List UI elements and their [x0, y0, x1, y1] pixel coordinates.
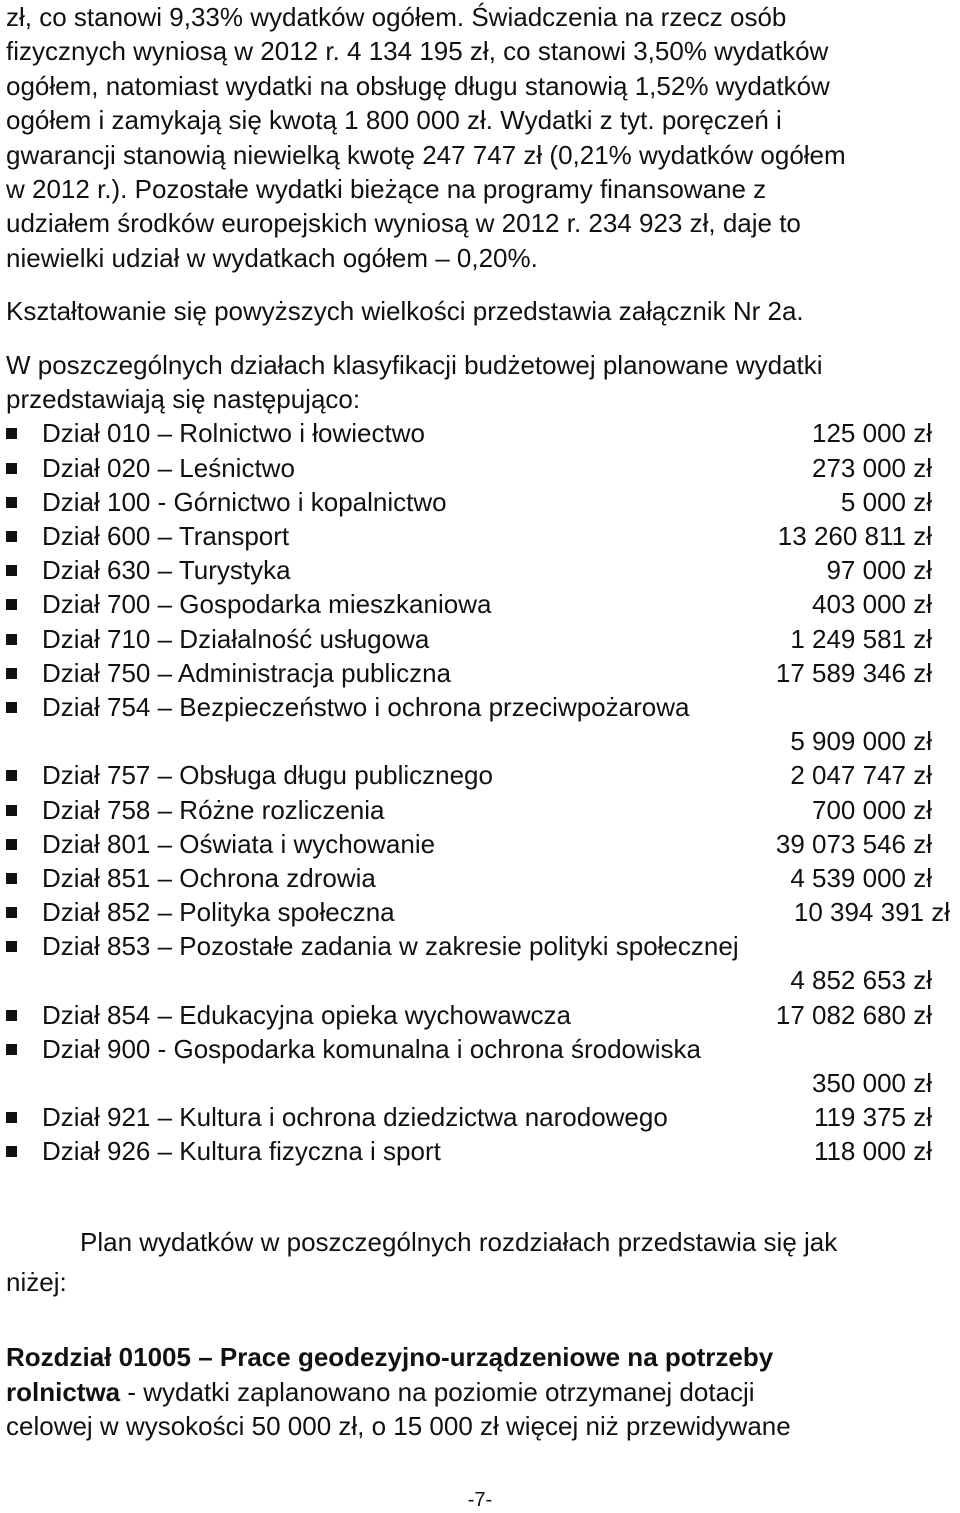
list-item: [6, 929, 960, 997]
dzial-label: Dział 757 – Obsługa długu publicznego: [42, 760, 493, 791]
dzial-label: Dział 700 – Gospodarka mieszkaniowa: [42, 589, 492, 620]
dzial-amount: 39 073 546 zł: [775, 828, 932, 859]
section-intro-line: W poszczególnych działach klasyfikacji budżetowej planowane wydatki: [6, 349, 823, 380]
dzial-amount: 4 852 653 zł: [790, 965, 932, 996]
dzial-amount: 125 000 zł: [812, 418, 932, 449]
square-bullet-icon: [6, 770, 17, 781]
dzial-amount: 13 260 811 zł: [777, 521, 932, 552]
dzial-amount: 119 375 zł: [813, 1102, 932, 1133]
dzial-label: Dział 921 – Kultura i ochrona dziedzictwa narodowego: [42, 1102, 668, 1133]
list-item: [6, 793, 960, 827]
dzial-label: Dział 020 – Leśnictwo: [42, 452, 295, 483]
list-item: [6, 656, 960, 690]
plan-line: Plan wydatków w poszczególnych rozdziałach przedstawia się jak: [80, 1226, 838, 1257]
dzial-amount: 5 000 zł: [840, 486, 932, 517]
dzial-label: Dział 100 - Górnictwo i kopalnictwo: [42, 486, 447, 517]
list-item: [6, 1134, 960, 1168]
dzial-label: Dział 010 – Rolnictwo i łowiectwo: [42, 418, 425, 449]
square-bullet-icon: [6, 941, 17, 952]
list-item: [6, 587, 960, 621]
dzial-label: Dział 710 – Działalność usługowa: [42, 623, 430, 654]
list-item: [6, 553, 960, 587]
square-bullet-icon: [6, 463, 17, 474]
dzial-label: Dział 854 – Edukacyjna opieka wychowawcza: [42, 999, 571, 1030]
square-bullet-icon: [6, 1010, 17, 1021]
dzial-amount: 97 000 zł: [826, 555, 932, 586]
section-intro: [6, 348, 960, 417]
list-item: [6, 1032, 960, 1100]
rozdzial-heading: Rozdział 01005 – Prace geodezyjno-urządzeniowe na potrzeby: [6, 1342, 774, 1373]
intro-line: udziałem środków europejskich wyniosą w 2012 r. 234 923 zł, daje to: [6, 208, 801, 239]
intro-paragraph: [6, 0, 960, 275]
list-item: [6, 998, 960, 1032]
dzial-amount: 1 249 581 zł: [790, 623, 932, 654]
list-item: [6, 451, 960, 485]
document-page: [6, 0, 960, 1444]
list-item: [6, 861, 960, 895]
dzial-amount: 10 394 391 zł: [793, 897, 950, 928]
intro-line: fizycznych wyniosą w 2012 r. 4 134 195 zł, co stanowi 3,50% wydatków: [6, 36, 829, 67]
dzial-label: Dział 852 – Polityka społeczna: [42, 897, 395, 928]
rozdzial-heading-cont: rolnictwa: [6, 1376, 121, 1407]
dzial-amount: 350 000 zł: [812, 1068, 932, 1099]
dzial-label: Dział 754 – Bezpieczeństwo i ochrona przeciwpożarowa: [42, 691, 690, 722]
square-bullet-icon: [6, 839, 17, 850]
dzial-amount: 403 000 zł: [812, 589, 932, 620]
intro-line: ogółem i zamykają się kwotą 1 800 000 zł. Wydatki z tyt. poręczeń i: [6, 105, 782, 136]
list-item: [6, 1100, 960, 1134]
list-item: [6, 758, 960, 792]
rozdzial-text: - wydatki zaplanowano na poziomie otrzymanej dotacji: [120, 1376, 755, 1407]
dzial-label: Dział 801 – Oświata i wychowanie: [42, 828, 436, 859]
square-bullet-icon: [6, 805, 17, 816]
plan-line: niżej:: [6, 1267, 67, 1298]
dzial-amount: 5 909 000 zł: [790, 726, 932, 757]
list-item: [6, 827, 960, 861]
intro-line: ogółem, natomiast wydatki na obsługę długu stanowią 1,52% wydatków: [6, 70, 830, 101]
dzial-label: Dział 630 – Turystyka: [42, 555, 291, 586]
square-bullet-icon: [6, 428, 17, 439]
list-item: [6, 622, 960, 656]
square-bullet-icon: [6, 531, 17, 542]
square-bullet-icon: [6, 702, 17, 713]
rozdzial-text: celowej w wysokości 50 000 zł, o 15 000 zł więcej niż przewidywane: [6, 1411, 791, 1442]
square-bullet-icon: [6, 1044, 17, 1055]
square-bullet-icon: [6, 907, 17, 918]
attachment-note: Kształtowanie się powyższych wielkości przedstawia załącznik Nr 2a.: [6, 296, 804, 327]
dzial-label: Dział 900 - Gospodarka komunalna i ochrona środowiska: [42, 1033, 702, 1064]
square-bullet-icon: [6, 1112, 17, 1123]
square-bullet-icon: [6, 565, 17, 576]
list-item: [6, 519, 960, 553]
square-bullet-icon: [6, 873, 17, 884]
dzial-amount: 2 047 747 zł: [790, 760, 932, 791]
square-bullet-icon: [6, 599, 17, 610]
dzial-label: Dział 750 – Administracja publiczna: [42, 657, 451, 688]
dzial-label: Dział 926 – Kultura fizyczna i sport: [42, 1136, 441, 1167]
page-number: -7-: [467, 1489, 493, 1511]
list-item: [6, 895, 960, 929]
dzial-amount: 273 000 zł: [812, 452, 932, 483]
plan-paragraph: [6, 1225, 960, 1300]
dzial-amount: 700 000 zł: [812, 794, 932, 825]
section-intro-line: przedstawiają się następująco:: [6, 384, 361, 415]
dzial-label: Dział 600 – Transport: [42, 521, 290, 552]
dzial-label: Dział 853 – Pozostałe zadania w zakresie polityki społecznej: [42, 931, 739, 962]
intro-line: w 2012 r.). Pozostałe wydatki bieżące na programy finansowane z: [6, 174, 767, 205]
intro-line: niewielki udział w wydatkach ogółem – 0,20%.: [6, 242, 538, 273]
dzial-label: Dział 851 – Ochrona zdrowia: [42, 862, 376, 893]
list-item: [6, 485, 960, 519]
dzial-label: Dział 758 – Różne rozliczenia: [42, 794, 385, 825]
rozdzial-paragraph: [6, 1340, 960, 1443]
square-bullet-icon: [6, 634, 17, 645]
list-item: [6, 416, 960, 450]
dzial-amount: 17 589 346 zł: [775, 657, 932, 688]
square-bullet-icon: [6, 497, 17, 508]
square-bullet-icon: [6, 1146, 17, 1157]
dzial-amount: 118 000 zł: [813, 1136, 932, 1167]
intro-line: zł, co stanowi 9,33% wydatków ogółem. Świadczenia na rzecz osób: [6, 2, 787, 32]
intro-line: gwarancji stanowią niewielką kwotę 247 747 zł (0,21% wydatków ogółem: [6, 139, 846, 170]
list-item: [6, 690, 960, 758]
dzial-amount: 4 539 000 zł: [790, 862, 932, 893]
dzial-amount: 17 082 680 zł: [775, 999, 932, 1030]
square-bullet-icon: [6, 668, 17, 679]
dzialy-list: [6, 416, 960, 1168]
